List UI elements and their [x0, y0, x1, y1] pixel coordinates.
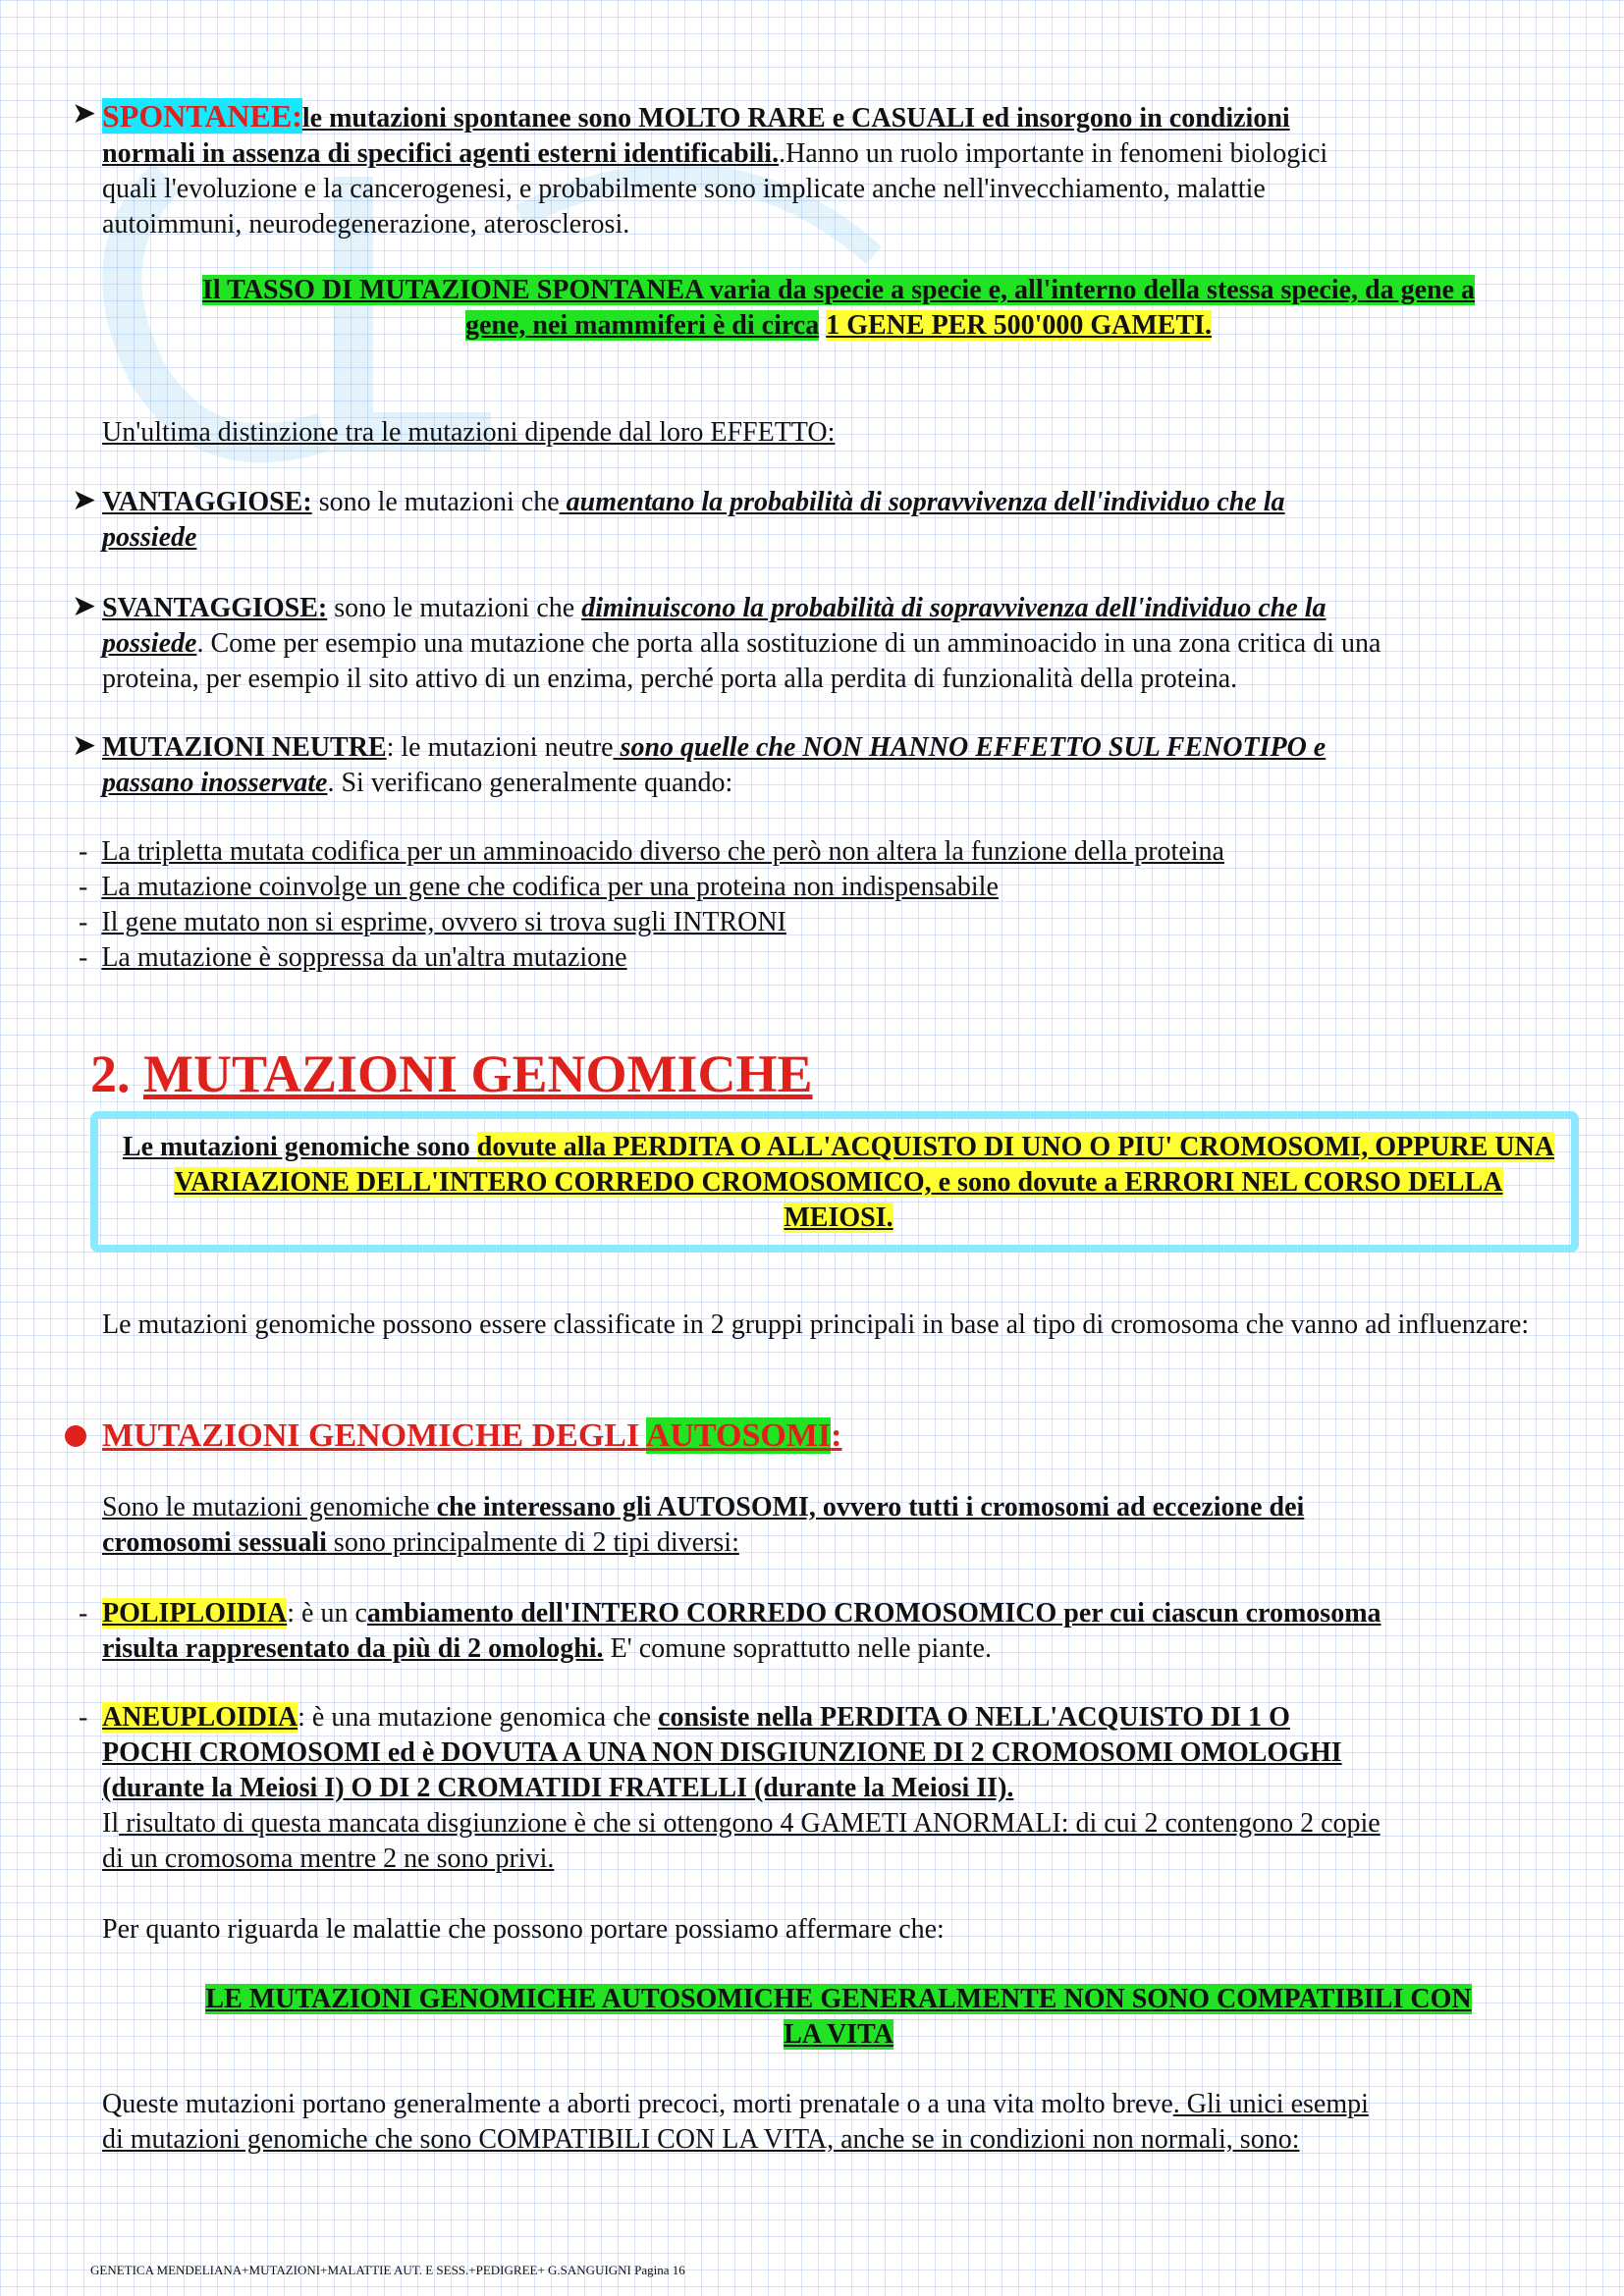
tasso-highlight — [102, 273, 1575, 344]
neutre-emph-2: passano inosservate — [102, 768, 328, 798]
tasso-line-1: Il TASSO DI MUTAZIONE SPONTANEA varia da specie a specie e, all'interno della stessa specie, da gene a — [201, 275, 1476, 305]
spontanee-term: SPONTANEE: — [102, 98, 302, 133]
spontanee-paragraph — [102, 98, 1575, 242]
svantaggiose-emph-1: diminuiscono la probabilità di sopravvivenza dell'individuo che la — [581, 593, 1326, 623]
bullet-arrow-icon: ➤ — [72, 590, 97, 622]
list-item-text: La mutazione è soppressa da un'altra mutazione — [101, 942, 627, 973]
section-heading — [90, 1042, 813, 1105]
section-number: 2. — [90, 1044, 131, 1103]
final-text-c: di mutazioni genomiche che sono COMPATIBILI CON LA VITA, anche se in condizioni non normali, sono: — [102, 2124, 1300, 2155]
section-title: MUTAZIONI GENOMICHE — [143, 1044, 813, 1103]
bullet-arrow-icon: ➤ — [72, 729, 97, 762]
neutre-text: : le mutazioni neutre — [386, 732, 614, 763]
aneuploidia-paragraph — [102, 1700, 1575, 1877]
svantaggiose-rest-2: . Come per esempio una mutazione che porta alla sostituzione di un amminoacido in una zona critica di una — [196, 628, 1381, 659]
spontanee-rest-1: .Hanno un ruolo importante in fenomeni biologici — [779, 138, 1328, 169]
vantaggiose-paragraph — [102, 485, 1575, 556]
neutre-rest-2: . Si verificano generalmente quando: — [327, 768, 733, 798]
svantaggiose-term: SVANTAGGIOSE: — [102, 593, 328, 623]
aneuploidia-result-b: risultato di questa mancata disgiunzione è che si ottengono 4 GAMETI ANORMALI: di cui 2 contengono 2 copie — [119, 1808, 1380, 1839]
vantaggiose-emph-2: possiede — [102, 522, 197, 553]
final-text-a: Queste mutazioni portano generalmente a aborti precoci, morti prenatale o a una vita molto breve — [102, 2089, 1173, 2119]
aneuploidia-bold-2: POCHI CROMOSOMI ed è DOVUTA A UNA NON DISGIUNZIONE DI 2 CROMOSOMI OMOLOGHI — [102, 1737, 1342, 1768]
green-statement — [102, 1982, 1575, 2053]
tasso-line-2a: gene, nei mammiferi è di circa — [464, 310, 820, 341]
neutre-paragraph — [102, 730, 1575, 801]
poliploidia-paragraph — [102, 1596, 1575, 1667]
list-item: - La mutazione è soppressa da un'altra mutazione — [79, 942, 627, 973]
svantaggiose-line-3: proteina, per esempio il sito attivo di un enzima, perché porta alla perdita di funzionalità della proteina. — [102, 664, 1238, 694]
dash-marker: - — [79, 1702, 88, 1733]
autosomi-heading-b: AUTOSOMI — [645, 1417, 832, 1454]
aneuploidia-result-a: Il — [102, 1808, 120, 1839]
bullet-arrow-icon: ➤ — [72, 484, 97, 516]
autosomi-heading-c: : — [831, 1417, 842, 1454]
autosomi-heading-a: MUTAZIONI GENOMICHE DEGLI — [102, 1417, 646, 1454]
effetto-intro: Un'ultima distinzione tra le mutazioni dipende dal loro EFFETTO: — [102, 417, 836, 448]
vantaggiose-text: sono le mutazioni che — [311, 487, 560, 517]
bullet-arrow-icon: ➤ — [72, 97, 97, 130]
definition-text-b: dovute alla PERDITA O ALL'ACQUISTO DI UNO O PIU' CROMOSOMI, OPPURE UNA VARIAZIONE DELL'INTERO CORREDO CROMOSOMICO, e sono dovute a ERRORI NEL CORSO DELLA MEIOSI. — [174, 1132, 1555, 1233]
final-text-b: . Gli unici esempi — [1172, 2089, 1369, 2119]
dash-marker: - — [79, 1598, 88, 1629]
list-item: - La tripletta mutata codifica per un amminoacido diverso che però non altera la funzione della proteina — [79, 836, 1224, 867]
autosomi-text-4: sono principalmente di 2 tipi diversi: — [326, 1527, 739, 1558]
poliploidia-rest: E' comune soprattutto nelle piante. — [603, 1633, 992, 1664]
spontanee-bold-2: normali in assenza di specifici agenti esterni identificabili. — [102, 138, 780, 169]
list-item: - Il gene mutato non si esprime, ovvero si trova sugli INTRONI — [79, 907, 786, 937]
autosomi-text-2: che interessano gli AUTOSOMI, ovvero tutti i cromosomi ad eccezione dei — [436, 1492, 1305, 1522]
spontanee-bold-1: le mutazioni spontanee sono MOLTO RARE e CASUALI ed insorgono in condizioni — [301, 103, 1290, 133]
autosomi-heading — [102, 1415, 841, 1458]
definition-text-a: Le mutazioni genomiche sono — [122, 1132, 477, 1162]
neutre-term: MUTAZIONI NEUTRE — [102, 732, 387, 763]
vantaggiose-term: VANTAGGIOSE: — [102, 487, 312, 517]
malattie-intro: Per quanto riguarda le malattie che possono portare possiamo affermare che: — [102, 1914, 945, 1945]
final-paragraph — [102, 2087, 1575, 2158]
aneuploidia-term: ANEUPLOIDIA — [102, 1702, 298, 1733]
autosomi-text-3: cromosomi sessuali — [102, 1527, 327, 1558]
spontanee-line-4: autoimmuni, neurodegenerazione, aterosclerosi. — [102, 209, 630, 240]
aneuploidia-bold-3: (durante la Meiosi I) O DI 2 CROMATIDI FRATELLI (durante la Meiosi II). — [102, 1773, 1014, 1803]
aneuploidia-bold-1: consiste nella PERDITA O NELL'ACQUISTO DI 1 O — [658, 1702, 1290, 1733]
svantaggiose-text: sono le mutazioni che — [327, 593, 582, 623]
green-statement-2: LA VITA — [784, 2019, 893, 2050]
page-footer: GENETICA MENDELIANA+MUTAZIONI+MALATTIE AUT. E SESS.+PEDIGREE+ G.SANGUIGNI Pagina 16 — [90, 2263, 685, 2277]
vantaggiose-emph-1: aumentano la probabilità di sopravvivenza dell'individuo che la — [559, 487, 1285, 517]
list-item-text: La mutazione coinvolge un gene che codifica per una proteina non indispensabile — [101, 872, 999, 902]
autosomi-text-1: Sono le mutazioni genomiche — [102, 1492, 437, 1522]
list-item-text: La tripletta mutata codifica per un amminoacido diverso che però non altera la funzione della proteina — [101, 836, 1224, 867]
poliploidia-term: POLIPLOIDIA — [102, 1598, 288, 1629]
svantaggiose-paragraph — [102, 591, 1575, 697]
poliploidia-text: : è un c — [287, 1598, 367, 1629]
definition-text — [122, 1130, 1555, 1236]
aneuploidia-result-c: di un cromosoma mentre 2 ne sono privi. — [102, 1843, 555, 1874]
poliploidia-bold-1: ambiamento dell'INTERO CORREDO CROMOSOMICO per cui ciascun cromosoma — [366, 1598, 1381, 1629]
aneuploidia-text: : è una mutazione genomica che — [298, 1702, 659, 1733]
neutre-emph-1: sono quelle che NON HANNO EFFETTO SUL FENOTIPO e — [613, 732, 1326, 763]
spontanee-line-3: quali l'evoluzione e la cancerogenesi, e probabilmente sono implicate anche nell'invecchiamento, malattie — [102, 174, 1266, 204]
svantaggiose-emph-2: possiede — [102, 628, 197, 659]
tasso-line-2b: 1 GENE PER 500'000 GAMETI. — [826, 310, 1213, 341]
classification-intro: Le mutazioni genomiche possono essere classificate in 2 gruppi principali in base al tipo di cromosoma che vanno ad influenzare: — [102, 1309, 1530, 1340]
green-statement-1: LE MUTAZIONI GENOMICHE AUTOSOMICHE GENERALMENTE NON SONO COMPATIBILI CON — [205, 1984, 1472, 2014]
autosomi-paragraph — [102, 1490, 1575, 1561]
list-item-text: Il gene mutato non si esprime, ovvero si trova sugli INTRONI — [101, 907, 786, 937]
bullet-dot-icon — [65, 1425, 86, 1447]
list-item: - La mutazione coinvolge un gene che codifica per una proteina non indispensabile — [79, 872, 999, 902]
poliploidia-bold-2: risulta rappresentato da più di 2 omologhi. — [102, 1633, 604, 1664]
